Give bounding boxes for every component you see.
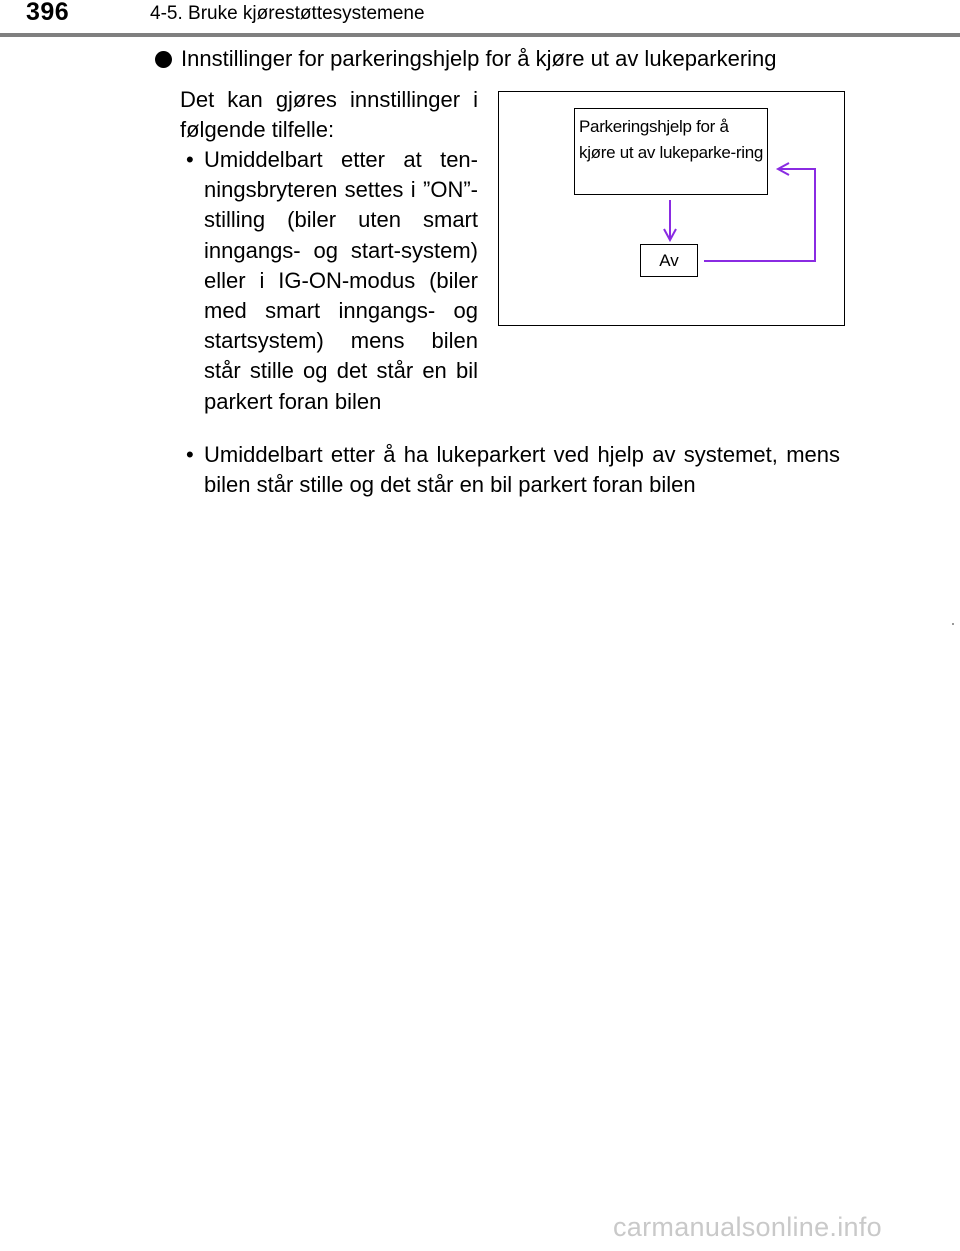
list-item — [186, 440, 840, 500]
header-divider — [0, 33, 960, 37]
page-number: 396 — [26, 0, 70, 26]
list-item — [186, 145, 478, 417]
list-item-text: Umiddelbart etter å ha lukeparkert ved hjelp av systemet, mens bilen står stille og det står en bil parkert foran bilen — [204, 442, 840, 498]
bullet-icon: • — [186, 147, 194, 172]
intro-paragraph: Det kan gjøres innstillinger i følgende tilfelle: — [180, 87, 478, 143]
list-item-text: Umiddelbart etter at ten-ningsbryteren settes i ”ON”-stilling (biler uten smart inngangs- og start-system) eller i IG-ON-modus (biler med smart inngangs- og startsystem) mens bilen står stille og det står en bil parkert foran bilen — [204, 147, 478, 414]
section-title: 4-5. Bruke kjørestøttesystemene — [150, 3, 425, 24]
bullet-icon: • — [186, 442, 194, 467]
state-off-box: Av — [640, 244, 698, 277]
bullet-circle-icon — [155, 51, 172, 68]
state-parking-assist-box: Parkeringshjelp for å kjøre ut av lukeparke-ring — [574, 108, 768, 195]
heading-text: Innstillinger for parkeringshjelp for å kjøre ut av lukeparkering — [181, 46, 777, 71]
watermark: carmanualsonline.info — [613, 1212, 882, 1242]
margin-mark — [952, 623, 954, 625]
state-diagram — [498, 91, 845, 326]
settings-heading — [155, 46, 875, 72]
